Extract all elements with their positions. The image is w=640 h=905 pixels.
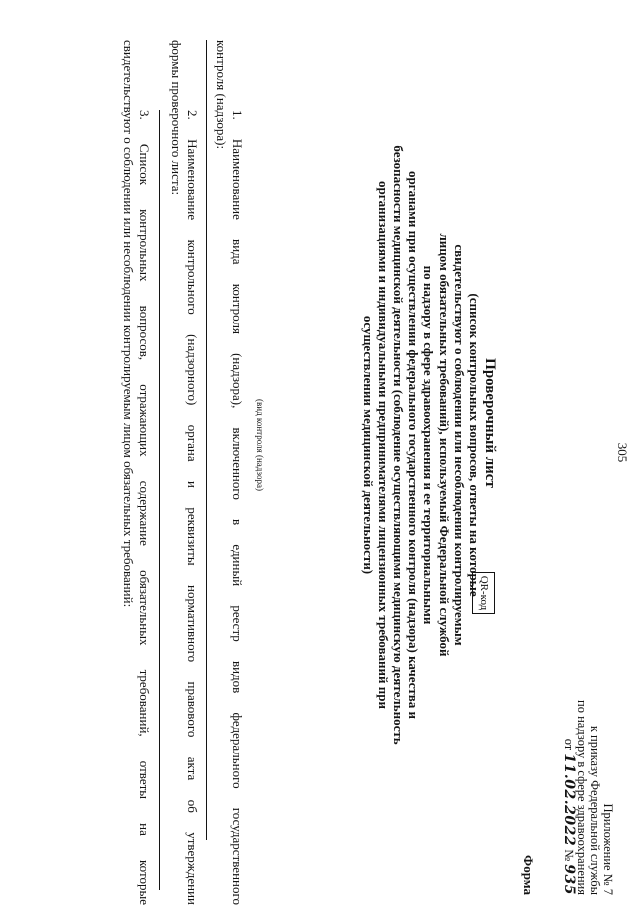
heading-line: лицом обязательных требований), используемый Федеральной службой [436, 233, 452, 657]
control-type-caption: (вид контроля (надзора) [255, 399, 265, 491]
paragraph-1-line-2: контроля (надзора): [214, 40, 230, 150]
appendix-line-2: к приказу Федеральной службы [588, 725, 602, 895]
number-prefix: № [562, 846, 576, 865]
heading-line: безопасности медицинской деятельности (соблюдение осуществляющими медицинскую деятельность [390, 145, 406, 745]
document-heading [360, 145, 482, 745]
appendix-line-3: по надзору в сфере здравоохранения [575, 700, 589, 895]
heading-line: организациями и индивидуальными предпринимателями лицензионных требований при [375, 181, 391, 709]
heading-line: по надзору в сфере здравоохранения и ее территориальными [421, 265, 437, 625]
date-prefix: от [562, 738, 576, 754]
heading-line: свидетельствуют о соблюдении или несоблюдении контролируемым [451, 244, 467, 646]
appendix-line-1: Приложение № 7 [601, 803, 615, 895]
form-label: Форма [521, 855, 536, 895]
heading-line: органами при осуществлении федерального государственного контроля (надзора) качества и [406, 170, 422, 720]
paragraph-3-line-1: 3. Список контрольных вопросов, отражающих содержание обязательных требований, ответы на которые [137, 110, 152, 905]
fill-in-line-1 [206, 40, 207, 840]
paragraph-3 [121, 0, 152, 905]
appendix-date-line [562, 610, 575, 895]
paragraph-1 [214, 0, 245, 905]
handwritten-number: 935 [561, 864, 577, 895]
page-number: 305 [615, 442, 630, 463]
heading-line: (список контрольных вопросов, ответы на которые [467, 293, 482, 597]
document-title: Проверочный лист [482, 358, 498, 488]
paragraph-2 [169, 0, 200, 905]
handwritten-date: 11.02.2022 [561, 753, 577, 847]
fill-in-line-2 [159, 110, 160, 890]
appendix-header [562, 610, 614, 895]
paragraph-2-line-2: формы проверочного листа: [169, 40, 185, 196]
heading-line: осуществлении медицинской деятельности) [360, 315, 376, 575]
paragraph-3-line-2: свидетельствуют о соблюдении или несоблюдении контролируемым лицом обязательных требований: [121, 40, 137, 608]
qr-code-box: QR-код [472, 572, 495, 614]
paragraph-1-line-1: 1. Наименование вида контроля (надзора), включенного в единый реестр видов федерального государственного [230, 110, 245, 905]
paragraph-2-line-1: 2. Наименование контрольного (надзорного) органа и реквизиты нормативного правового акта об утверждении [185, 110, 200, 905]
